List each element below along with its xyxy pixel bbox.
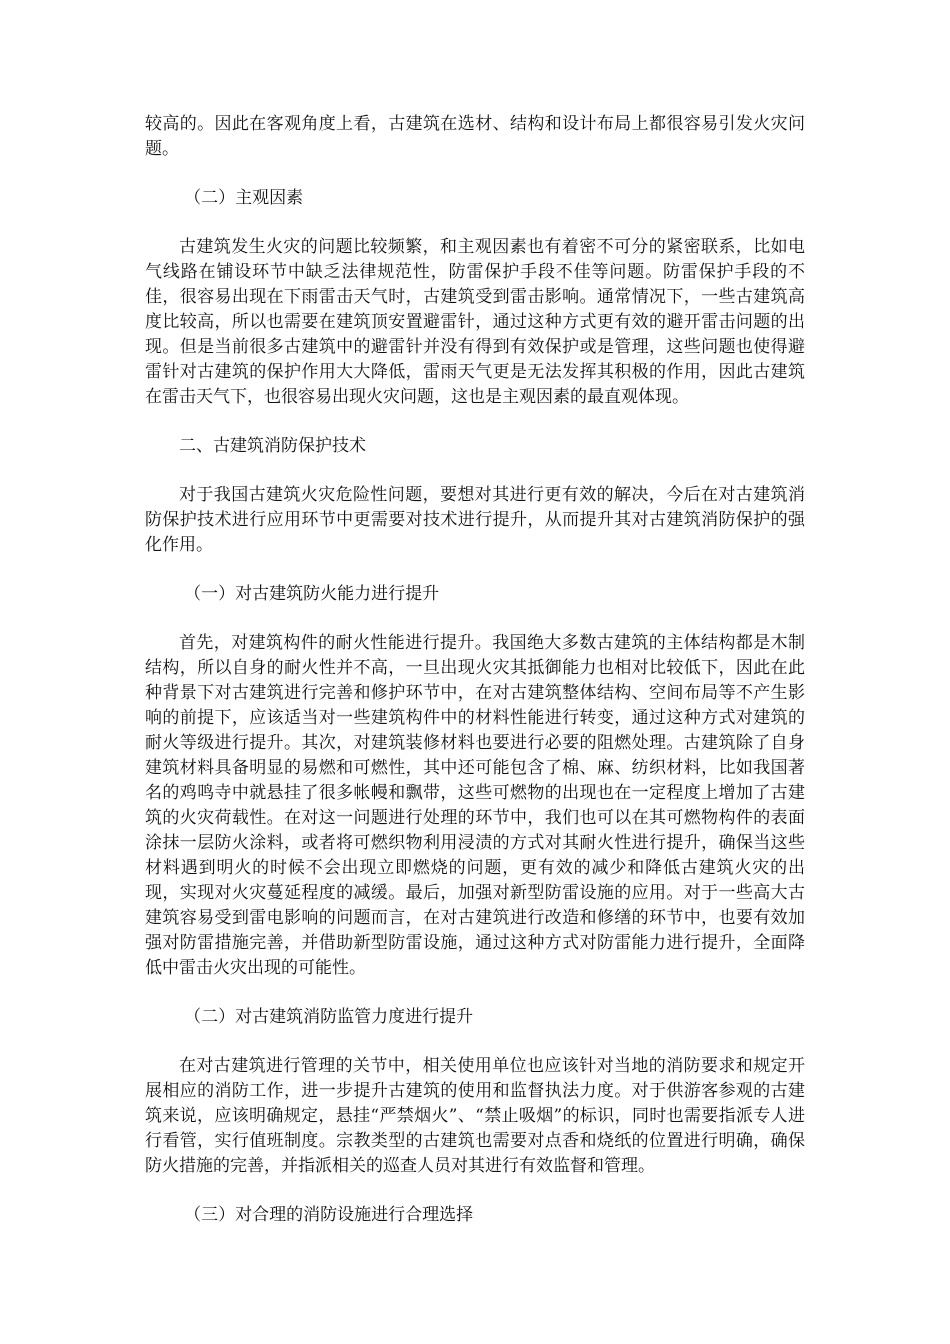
paragraph-section-intro: 对于我国古建筑火灾危险性问题，要想对其进行更有效的解决，今后在对古建筑消防保护技术进行应用环节中更需要对技术进行提升，从而提升其对古建筑消防保护的强化作用。 [145,485,805,555]
document-page [145,112,805,1252]
subheading-fire-resistance: （一）对古建筑防火能力进行提升 [184,584,440,604]
subheading-subjective-factors: （二）主观因素 [184,188,304,208]
paragraph-continuation: 较高的。因此在客观角度上看，古建筑在选材、结构和设计布局上都很容易引发火灾问题。 [145,114,805,159]
section-heading-fire-protection-tech: 二、古建筑消防保护技术 [179,436,366,456]
subheading-supervision: （二）对古建筑消防监管力度进行提升 [184,1007,474,1027]
paragraph-supervision: 在对古建筑进行管理的关节中，相关使用单位也应该针对当地的消防要求和规定开展相应的消防工作，进一步提升古建筑的使用和监督执法力度。对于供游客参观的古建筑来说，应该明确规定，悬挂“严禁烟火”、“禁止吸烟”的标识，同时也需要指派专人进行看管，实行值班制度。宗教类型的古建筑也需要对点香和烧纸的位置进行明确，确保防火措施的完善，并指派相关的巡查人员对其进行有效监督和管理。 [145,1056,805,1176]
paragraph-fire-resistance: 首先，对建筑构件的耐火性能进行提升。我国绝大多数古建筑的主体结构都是木制结构，所以自身的耐火性并不高，一旦出现火灾其抵御能力也相对比较低下，因此在此种背景下对古建筑进行完善和修护环节中，在对古建筑整体结构、空间布局等不产生影响的前提下，应该适当对一些建筑构件中的材料性能进行转变，通过这种方式对建筑的耐火等级进行提升。其次，对建筑装修材料也要进行必要的阻燃处理。古建筑除了自身建筑材料具备明显的易燃和可燃性，其中还可能包含了棉、麻、纺织材料，比如我国著名的鸡鸣寺中就悬挂了很多帐幔和飘带，这些可燃物的出现也在一定程度上增加了古建筑的火灾荷载性。在对这一问题进行处理的环节中，我们也可以在其可燃物构件的表面涂抹一层防火涂料，或者将可燃织物利用浸渍的方式对其耐火性进行提升，确保当这些材料遇到明火的时候不会出现立即燃烧的问题，更有效的减少和降低古建筑火灾的出现，实现对火灾蔓延程度的减缓。最后，加强对新型防雷设施的应用。对于一些高大古建筑容易受到雷电影响的问题而言，在对古建筑进行改造和修缮的环节中，也要有效加强对防雷措施完善，并借助新型防雷设施，通过这种方式对防雷能力进行提升，全面降低中雷击火灾出现的可能性。 [145,633,805,978]
paragraph-subjective-factors: 古建筑发生火灾的问题比较频繁，和主观因素也有着密不可分的紧密联系，比如电气线路在铺设环节中缺乏法律规范性，防雷保护手段不佳等问题。防雷保护手段的不佳，很容易出现在下雨雷击天气时，古建筑受到雷击影响。通常情况下，一些古建筑高度比较高，所以也需要在建筑顶安置避雷针，通过这种方式更有效的避开雷击问题的出现。但是当前很多古建筑中的避雷针并没有得到有效保护或是管理，这些问题也使得避雷针对古建筑的保护作用大大降低，雷雨天气更是无法发挥其积极的作用，因此古建筑在雷击天气下，也很容易出现火灾问题，这也是主观因素的最直观体现。 [145,237,805,407]
subheading-facility-selection: （三）对合理的消防设施进行合理选择 [184,1205,474,1225]
